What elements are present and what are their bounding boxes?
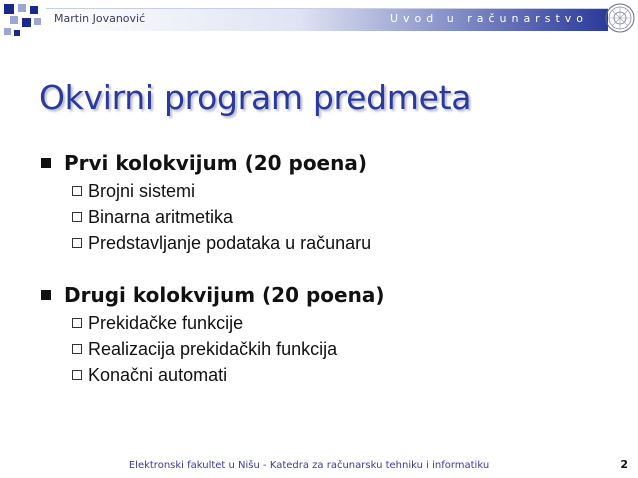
list-item-text: Predstavljanje podataka u računaru <box>88 232 372 253</box>
hollow-square-bullet-icon <box>72 370 82 380</box>
corner-square-icon <box>22 18 31 27</box>
section-heading: Prvi kolokvijum (20 poena) <box>64 151 367 175</box>
corner-square-icon <box>4 4 14 14</box>
sub-list <box>72 310 384 388</box>
hollow-square-bullet-icon <box>72 318 82 328</box>
bullet-item <box>40 282 384 308</box>
square-bullet-icon <box>41 158 51 168</box>
section-first-colloquium <box>40 150 371 256</box>
hollow-square-bullet-icon <box>72 212 82 222</box>
corner-square-icon <box>30 6 38 14</box>
university-emblem-icon <box>604 2 636 34</box>
square-bullet-icon <box>41 290 51 300</box>
list-item-text: Prekidačke funkcije <box>88 312 244 333</box>
list-item <box>72 310 384 336</box>
footer-text: Elektronski fakultet u Nišu - Katedra za računarsku tehniku i informatiku <box>128 460 490 471</box>
list-item-text: Konačni automati <box>88 364 228 385</box>
corner-square-icon <box>10 16 18 24</box>
hollow-square-bullet-icon <box>72 344 82 354</box>
corner-square-icon <box>34 18 41 25</box>
corner-square-icon <box>18 4 26 12</box>
bullet-item <box>40 150 371 176</box>
list-item <box>72 204 371 230</box>
list-item <box>72 230 371 256</box>
list-item-text: Brojni sistemi <box>88 180 196 201</box>
list-item-text: Binarna aritmetika <box>88 206 234 227</box>
list-item <box>72 362 384 388</box>
footer <box>0 460 638 471</box>
header-course: Uvod u računarstvo <box>389 12 588 25</box>
section-heading: Drugi kolokvijum (20 poena) <box>64 283 385 307</box>
list-item <box>72 178 371 204</box>
sub-list <box>72 178 371 256</box>
hollow-square-bullet-icon <box>72 186 82 196</box>
corner-square-icon <box>4 28 11 35</box>
list-item-text: Realizacija prekidačkih funkcija <box>88 338 338 359</box>
slide-title: Okvirni program predmeta <box>39 78 472 117</box>
hollow-square-bullet-icon <box>72 238 82 248</box>
list-item <box>72 336 384 362</box>
header-author: Martin Jovanović <box>54 12 146 25</box>
page-number: 2 <box>620 458 628 471</box>
section-second-colloquium <box>40 282 384 388</box>
corner-square-icon <box>14 30 20 36</box>
